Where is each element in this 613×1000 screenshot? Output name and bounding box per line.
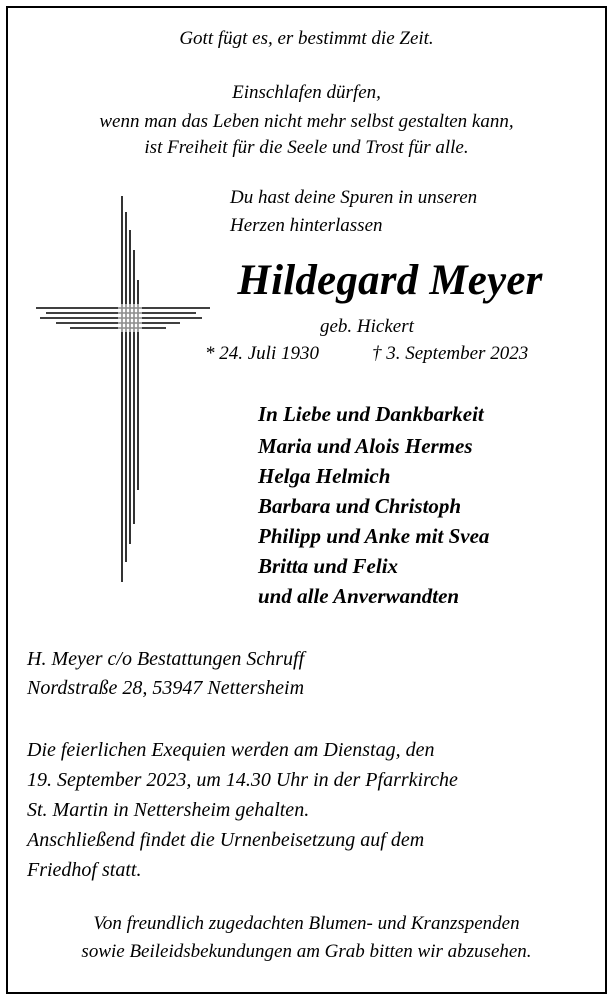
mourner-line-2: Maria und Alois Hermes: [258, 434, 473, 458]
request-line-2: sowie Beileidsbekundungen am Grab bitten wir abzusehen.: [81, 941, 532, 962]
mourner-line-7: und alle Anverwandten: [258, 584, 460, 608]
tribute-line-2: Herzen hinterlassen: [230, 215, 383, 236]
birth-date: * 24. Juli 1930: [205, 343, 319, 364]
service-line-4: Anschließend findet die Urnenbeisetzung auf dem: [27, 829, 425, 851]
service-line-2: 19. September 2023, um 14.30 Uhr in der Pfarrkirche: [27, 769, 458, 791]
poem-line-1: Einschlafen dürfen,: [232, 82, 381, 103]
service-line-3: St. Martin in Nettersheim gehalten.: [27, 799, 310, 821]
motto: Gott fügt es, er bestimmt die Zeit.: [179, 28, 434, 49]
poem-line-2: wenn man das Leben nicht mehr selbst gestalten kann,: [99, 111, 514, 132]
mourner-line-4: Barbara und Christoph: [258, 494, 462, 518]
mourner-line-3: Helga Helmich: [258, 464, 391, 488]
service-line-5: Friedhof statt.: [27, 859, 142, 881]
birth-name: geb. Hickert: [320, 316, 414, 337]
request-line-1: Von freundlich zugedachten Blumen- und Kranzspenden: [93, 913, 520, 934]
mourner-line-5: Philipp und Anke mit Svea: [258, 524, 490, 548]
mourner-line-1: In Liebe und Dankbarkeit: [258, 402, 484, 426]
tribute-line-1: Du hast deine Spuren in unseren: [230, 187, 478, 208]
deceased-name: Hildegard Meyer: [237, 257, 543, 304]
service-line-1: Die feierlichen Exequien werden am Dienstag, den: [27, 739, 435, 761]
contact-line-1: H. Meyer c/o Bestattungen Schruff: [27, 648, 305, 670]
mourner-line-6: Britta und Felix: [258, 554, 399, 578]
cross-icon: [30, 190, 230, 590]
contact-line-2: Nordstraße 28, 53947 Nettersheim: [27, 677, 305, 699]
poem-line-3: ist Freiheit für die Seele und Trost für alle.: [144, 137, 469, 158]
death-date: † 3. September 2023: [372, 343, 529, 364]
